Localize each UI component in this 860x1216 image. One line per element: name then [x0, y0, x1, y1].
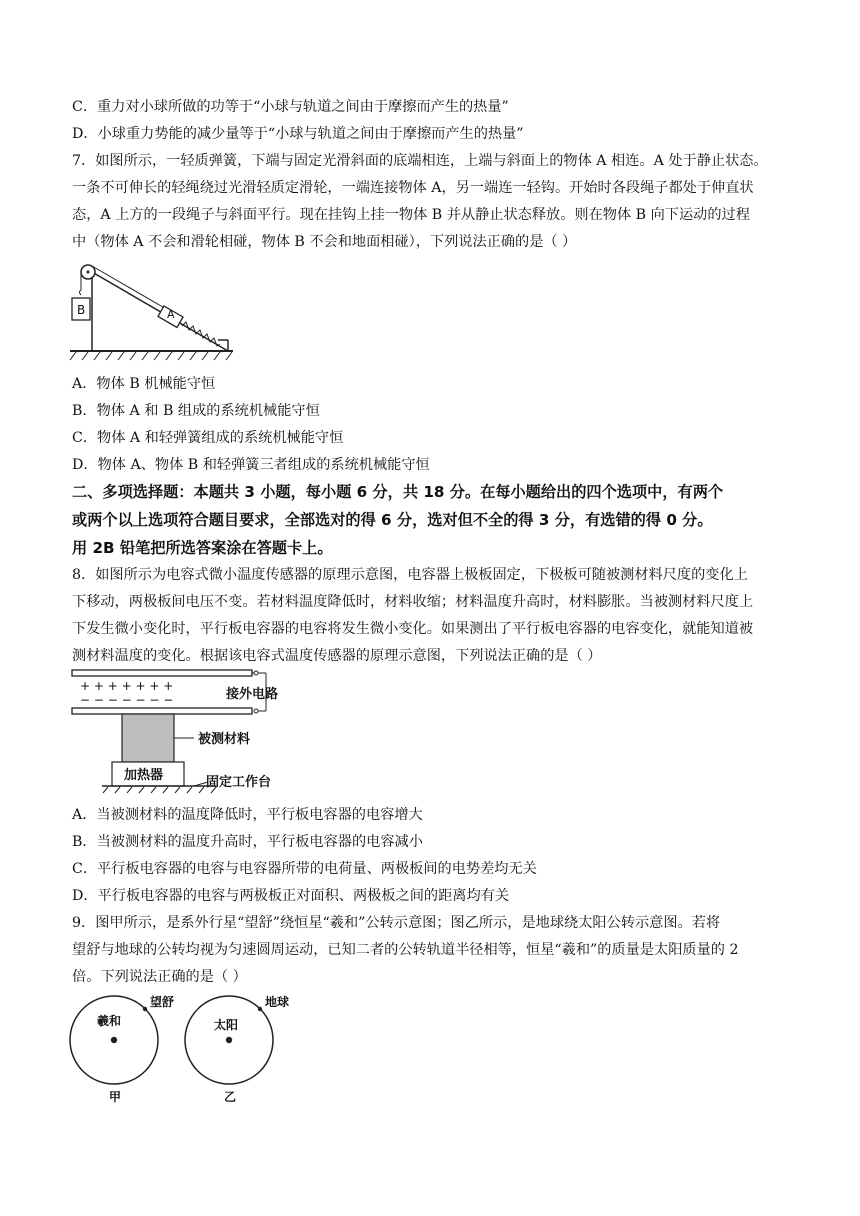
q7-label-b: B	[77, 303, 86, 317]
q7-option-c: C．物体 A 和轻弹簧组成的系统机械能守恒	[72, 430, 344, 446]
q8-option-c: C．平行板电容器的电容与电容器所带的电荷量、两极板间的电势差均无关	[72, 861, 537, 877]
q9-caption-jia: 甲	[109, 1090, 122, 1104]
q8-stem-line-3: 下发生微小变化时，平行板电容器的电容将发生微小变化。如果测出了平行板电容器的电容变化，就能知道被	[72, 621, 754, 637]
q9-label-wangshu: 望舒	[150, 995, 175, 1009]
q8-label-table: 固定工作台	[206, 775, 272, 790]
q8-label-circuit: 接外电路	[226, 687, 279, 702]
q8-stem-line-4: 测材料温度的变化。根据该电容式温度传感器的原理示意图，下列说法正确的是（ ）	[72, 648, 602, 664]
q8-figure-capacitor-sensor	[66, 666, 306, 798]
q9-label-earth: 地球	[265, 995, 290, 1009]
q8-stem-line-1: 8．如图所示为电容式微小温度传感器的原理示意图，电容器上极板固定，下极板可随被测材料尺度的变化上	[72, 567, 748, 583]
q8-minus-row: − − − − − − −	[80, 693, 174, 707]
q7-stem-line-1: 7．如图所示，一轻质弹簧，下端与固定光滑斜面的底端相连，上端与斜面上的物体 A 相连。A 处于静止状态。	[72, 153, 768, 169]
q8-option-a: A．当被测材料的温度降低时，平行板电容器的电容增大	[72, 807, 423, 823]
q7-label-a: A	[167, 308, 175, 321]
q8-option-d: D．平行板电容器的电容与两极板正对面积、两极板之间的距离均有关	[72, 888, 510, 904]
q9-stem-line-2: 望舒与地球的公转均视为匀速圆周运动，已知二者的公转轨道半径相等，恒星“羲和”的质量是太阳质量的 2	[72, 942, 739, 958]
q7-option-a: A．物体 B 机械能守恒	[72, 376, 216, 392]
section2-heading-line-3: 用 2B 铅笔把所选答案涂在答题卡上。	[72, 539, 333, 557]
q7-figure-incline-pulley	[68, 262, 238, 367]
q8-option-b: B．当被测材料的温度升高时，平行板电容器的电容减小	[72, 834, 423, 850]
section2-heading-line-2: 或两个以上选项符合题目要求，全部选对的得 6 分，选对但不全的得 3 分，有选错的得 0 分。	[72, 511, 713, 529]
q9-figure-orbits	[66, 994, 316, 1106]
q7-stem-line-4: 中（物体 A 不会和滑轮相碰，物体 B 不会和地面相碰），下列说法正确的是（ ）	[72, 234, 577, 250]
section2-heading-line-1: 二、多项选择题：本题共 3 小题，每小题 6 分，共 18 分。在每小题给出的四个选项中，有两个	[72, 483, 724, 501]
q9-stem-line-1: 9．图甲所示，是系外行星“望舒”绕恒星“羲和”公转示意图；图乙所示，是地球绕太阳公转示意图。若将	[72, 915, 721, 931]
q8-label-material: 被测材料	[198, 732, 251, 747]
q7-stem-line-3: 态，A 上方的一段绳子与斜面平行。现在挂钩上挂一物体 B 并从静止状态释放。则在物体 B 向下运动的过程	[72, 207, 750, 223]
q9-label-sun: 太阳	[214, 1018, 239, 1032]
q7-option-b: B．物体 A 和 B 组成的系统机械能守恒	[72, 403, 320, 419]
q9-label-xihe: 羲和	[97, 1014, 122, 1028]
q8-label-heater: 加热器	[124, 768, 164, 783]
q7-option-d: D．物体 A、物体 B 和轻弹簧三者组成的系统机械能守恒	[72, 457, 430, 473]
q7-stem-line-2: 一条不可伸长的轻绳绕过光滑轻质定滑轮，一端连接物体 A，另一端连一轻钩。开始时各段绳子都处于伸直状	[72, 180, 754, 196]
q8-plus-row: + + + + + + +	[80, 679, 174, 693]
q8-stem-line-2: 下移动，两极板间电压不变。若材料温度降低时，材料收缩；材料温度升高时，材料膨胀。当被测材料尺度上	[72, 594, 754, 610]
q9-caption-yi: 乙	[224, 1090, 237, 1104]
q6-option-d: D．小球重力势能的减少量等于“小球与轨道之间由于摩擦而产生的热量”	[72, 126, 524, 142]
q9-stem-line-3: 倍。下列说法正确的是（ ）	[72, 969, 247, 985]
q6-option-c: C．重力对小球所做的功等于“小球与轨道之间由于摩擦而产生的热量”	[72, 99, 509, 115]
